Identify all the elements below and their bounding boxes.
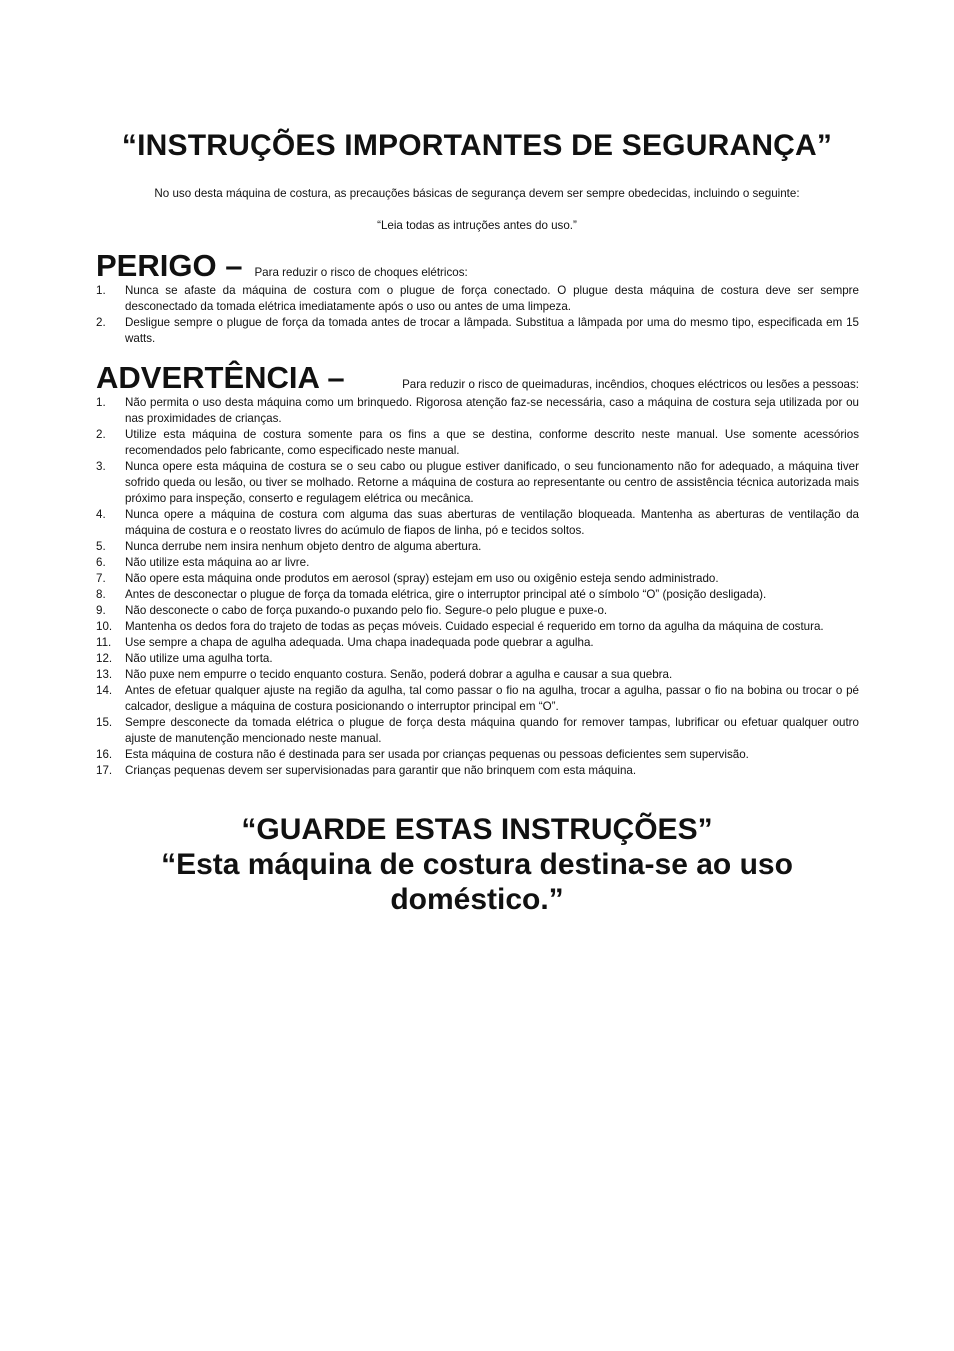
advertencia-item-number: 5. (96, 540, 106, 553)
advertencia-item-text: Não permita o uso desta máquina como um brinquedo. Rigorosa atenção faz-se necessária, caso a máquina de costura seja utilizada por ou nas proximidades de crianças. (125, 396, 859, 425)
advertencia-item-number: 10. (96, 620, 113, 633)
advertencia-item-text: Sempre desconecte da tomada elétrica o plugue de força desta máquina quando for remover tampas, lubrificar ou efetuar qualquer outro ajuste de manutenção mencionado neste manual. (125, 716, 859, 745)
advertencia-item-number: 15. (96, 716, 113, 729)
advertencia-item-number: 8. (96, 588, 106, 601)
advertencia-list (96, 395, 859, 779)
advertencia-item-text: Nunca derrube nem insira nenhum objeto dentro de alguma abertura. (125, 540, 482, 553)
advertencia-item-text: Mantenha os dedos fora do trajeto de todas as peças móveis. Cuidado especial é requerido em torno da agulha da máquina de costura. (125, 620, 824, 633)
intro-text: No uso desta máquina de costura, as precauções básicas de segurança devem ser sempre obedecidas, incluindo o seguinte: (154, 187, 800, 200)
advertencia-item-number: 17. (96, 764, 113, 777)
advertencia-item-number: 6. (96, 556, 106, 569)
advertencia-item-text: Antes de efetuar qualquer ajuste na região da agulha, tal como passar o fio na agulha, trocar a agulha, passar o fio na bobina ou trocar o pé calcador, desligue a máquina de costura posicionando o interruptor principal em “O”. (125, 684, 859, 713)
perigo-item-1 (96, 283, 859, 315)
advertencia-item-1 (96, 395, 859, 427)
perigo-header (96, 249, 859, 283)
advertencia-item-12 (96, 651, 859, 667)
advertencia-item-5 (96, 539, 859, 555)
read-all-note: “Leia todas as intruções antes do uso.” (377, 219, 577, 232)
advertencia-item-8 (96, 587, 859, 603)
advertencia-item-number: 14. (96, 684, 113, 697)
advertencia-item-number: 11. (96, 636, 112, 649)
perigo-list (96, 283, 859, 347)
advertencia-item-text: Não desconecte o cabo de força puxando-o puxando pelo fio. Segure-o pelo plugue e puxe-o. (125, 604, 608, 617)
advertencia-item-number: 1. (96, 396, 106, 409)
advertencia-item-16 (96, 747, 859, 763)
advertencia-item-3 (96, 459, 859, 507)
advertencia-item-number: 13. (96, 668, 113, 681)
document-title: “INSTRUÇÕES IMPORTANTES DE SEGURANÇA” (121, 129, 833, 162)
advertencia-item-14 (96, 683, 859, 715)
footer-block (0, 812, 954, 917)
perigo-item-number: 1. (96, 284, 106, 297)
advertencia-item-6 (96, 555, 859, 571)
advertencia-item-9 (96, 603, 859, 619)
advertencia-heading: ADVERTÊNCIA – (96, 360, 345, 395)
advertencia-item-text: Não utilize esta máquina ao ar livre. (125, 556, 310, 569)
advertencia-item-11 (96, 635, 859, 651)
perigo-subheading: Para reduzir o risco de choques elétricos: (254, 266, 468, 279)
advertencia-item-number: 12. (96, 652, 113, 665)
advertencia-subheading: Para reduzir o risco de queimaduras, incêndios, choques eléctricos ou lesões a pessoas: (402, 378, 859, 391)
perigo-item-number: 2. (96, 316, 106, 329)
advertencia-item-text: Nunca opere a máquina de costura com alguma das suas aberturas de ventilação bloqueada. Mantenha as aberturas de ventilação da máquina de costura e o reostato livres do acúmulo de fiapos de linha, pó e tecidos soltos. (125, 508, 859, 537)
advertencia-item-2 (96, 427, 859, 459)
footer-keep-instructions: “GUARDE ESTAS INSTRUÇÕES” (241, 813, 713, 846)
advertencia-item-number: 2. (96, 428, 106, 441)
advertencia-item-text: Não opere esta máquina onde produtos em aerosol (spray) estejam em uso ou oxigênio esteja sendo administrado. (125, 572, 719, 585)
advertencia-item-7 (96, 571, 859, 587)
perigo-heading: PERIGO – (96, 248, 243, 283)
perigo-item-2 (96, 315, 859, 347)
advertencia-item-4 (96, 507, 859, 539)
advertencia-item-text: Crianças pequenas devem ser supervisionadas para garantir que não brinquem com esta máquina. (125, 764, 637, 777)
advertencia-item-15 (96, 715, 859, 747)
advertencia-item-text: Antes de desconectar o plugue de força da tomada elétrica, gire o interruptor principal até o símbolo “O” (posição desligada). (125, 588, 767, 601)
advertencia-item-17 (96, 763, 859, 779)
advertencia-item-13 (96, 667, 859, 683)
advertencia-section (96, 361, 859, 779)
perigo-item-text: Nunca se afaste da máquina de costura com o plugue de força conectado. O plugue desta máquina de costura deve ser sempre desconectado da tomada elétrica imediatamente após o uso ou antes de uma limpeza. (125, 284, 859, 313)
advertencia-item-text: Nunca opere esta máquina de costura se o seu cabo ou plugue estiver danificado, o seu funcionamento não for adequado, a máquina tiver sofrido queda ou lesão, ou tiver se molhado. Retorne a máquina de costura ao representante ou centro de assistência técnica autorizada mais próximo para inspeção, conserto e regulagem elétrica ou mecânica. (125, 460, 859, 505)
advertencia-item-10 (96, 619, 859, 635)
advertencia-item-number: 16. (96, 748, 113, 761)
advertencia-item-number: 4. (96, 508, 106, 521)
footer-domestic-use: “Esta máquina de costura destina-se ao uso doméstico.” (161, 848, 793, 916)
advertencia-item-text: Utilize esta máquina de costura somente para os fins a que se destina, conforme descrito neste manual. Use somente acessórios recomendados pelo fabricante, como especificado neste manual. (125, 428, 859, 457)
advertencia-item-number: 9. (96, 604, 106, 617)
advertencia-item-text: Não puxe nem empurre o tecido enquanto costura. Senão, poderá dobrar a agulha e causar a sua quebra. (125, 668, 673, 681)
advertencia-item-text: Use sempre a chapa de agulha adequada. Uma chapa inadequada pode quebrar a agulha. (125, 636, 594, 649)
perigo-section (96, 249, 859, 347)
advertencia-header (96, 361, 859, 395)
advertencia-item-number: 7. (96, 572, 106, 585)
advertencia-item-text: Não utilize uma agulha torta. (125, 652, 273, 665)
advertencia-item-text: Esta máquina de costura não é destinada para ser usada por crianças pequenas ou pessoas deficientes sem supervisão. (125, 748, 749, 761)
advertencia-item-number: 3. (96, 460, 106, 473)
perigo-item-text: Desligue sempre o plugue de força da tomada antes de trocar a lâmpada. Substitua a lâmpada por uma do mesmo tipo, especificada em 15 watts. (125, 316, 859, 345)
